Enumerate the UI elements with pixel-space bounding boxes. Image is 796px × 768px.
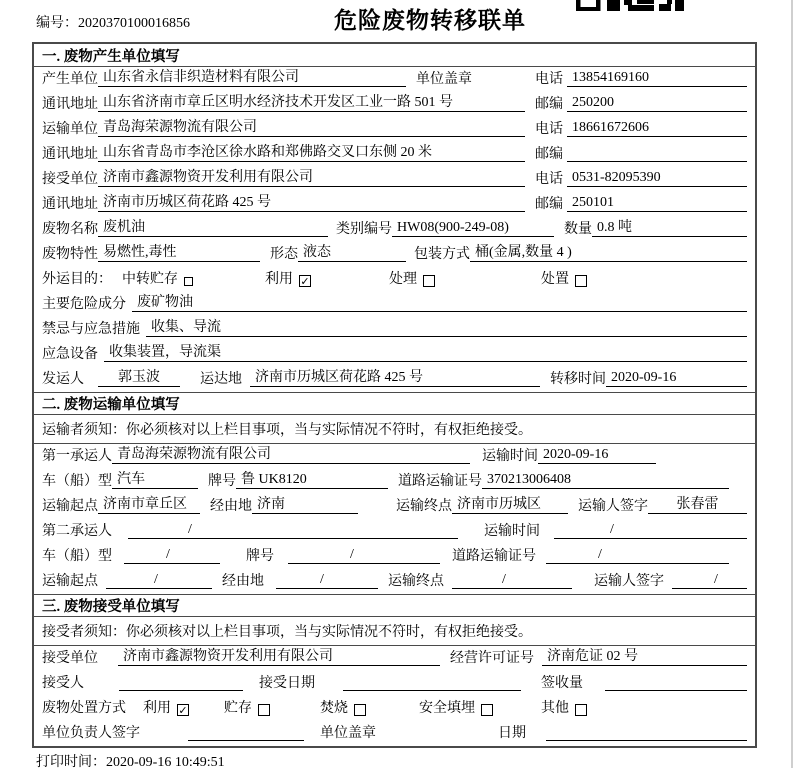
waste-traits-value: 易燃性,毒性 <box>98 245 260 262</box>
plate2-value: / <box>288 547 440 564</box>
transport-time2-label: 运输时间 <box>484 524 540 539</box>
disposal-landfill-label: 安全填埋 <box>419 701 475 716</box>
purpose-dispose-checkbox <box>575 275 587 287</box>
transporter-zip-group <box>535 147 747 162</box>
disposal-incinerate-checkbox <box>354 704 366 716</box>
producer-unit-label: 产生单位 <box>42 72 98 87</box>
page-right-edge-divider <box>791 0 793 768</box>
emergency-equipment-label: 应急设备 <box>42 347 98 362</box>
vehicle-type1-row <box>34 469 755 494</box>
print-time-label: 打印时间： <box>36 755 106 768</box>
hazard-components-value: 废矿物油 <box>132 295 747 312</box>
receiver-unit-label: 接受单位 <box>42 172 98 187</box>
disposal-other-checkbox <box>575 704 587 716</box>
accept-date-value <box>343 677 521 691</box>
consignor-value: 郭玉波 <box>98 370 180 387</box>
destination-value: 济南市历城区荷花路 425 号 <box>250 370 540 387</box>
disposal-other-label: 其他 <box>541 701 569 716</box>
transporter-unit-label: 运输单位 <box>42 122 98 137</box>
transfer-purpose-label: 外运目的： <box>42 272 112 287</box>
producer-address-value: 山东省济南市章丘区明水经济技术开发区工业一路 501 号 <box>98 95 525 112</box>
receiver-address-value: 济南市历城区荷花路 425 号 <box>98 195 525 212</box>
origin2-label: 运输起点 <box>42 574 98 589</box>
producer-unit-value: 山东省永信非织造材料有限公司 <box>98 70 406 87</box>
producer-zip-value: 250200 <box>567 95 747 112</box>
transporter-notice: 运输者须知：你必须核对以上栏目事项，当与实际情况不符时，有权拒绝接受。 <box>34 415 755 444</box>
route2-row <box>34 569 755 594</box>
waste-traits-row <box>34 242 755 267</box>
plate1-label: 牌号 <box>208 474 236 489</box>
terminus1-label: 运输终点 <box>396 499 452 514</box>
plate2-label: 牌号 <box>246 549 274 564</box>
destination-label: 运达地 <box>200 372 242 387</box>
date-label: 日期 <box>498 726 526 741</box>
vehicle-type1-label: 车（船）型 <box>42 474 112 489</box>
accepting-unit-label: 接受单位 <box>42 651 98 666</box>
waste-qty-value: 0.8 吨 <box>592 220 747 237</box>
consignor-label: 发运人 <box>42 372 84 387</box>
disposal-method-row <box>34 696 755 721</box>
origin1-value: 济南市章丘区 <box>98 497 200 514</box>
producer-zip-group <box>535 95 747 112</box>
receiver-unit-value: 济南市鑫源物资开发利用有限公司 <box>98 170 525 187</box>
transporter-zip-label: 邮编 <box>535 147 563 162</box>
producer-address-label: 通讯地址 <box>42 97 98 112</box>
transport-time2-value: / <box>554 522 747 539</box>
acceptor-row <box>34 671 755 696</box>
purpose-treat-label: 处理 <box>389 272 417 287</box>
purpose-use-checkbox: ✓ <box>300 275 310 288</box>
page-title: 危险废物转移联单 <box>334 8 526 33</box>
receiver-phone-value: 0531-82095390 <box>567 170 747 187</box>
receiver-zip-label: 邮编 <box>535 197 563 212</box>
vehicle-type2-label: 车（船）型 <box>42 549 112 564</box>
license-value: 济南危证 02 号 <box>542 649 747 666</box>
unit-seal-label: 单位盖章 <box>416 72 472 87</box>
license-label: 经营许可证号 <box>450 651 534 666</box>
road-permit2-label: 道路运输证号 <box>452 549 536 564</box>
plate1-value: 鲁 UK8120 <box>236 472 388 489</box>
via2-label: 经由地 <box>222 574 264 589</box>
disposal-method-label: 废物处置方式 <box>42 701 126 716</box>
waste-name-label: 废物名称 <box>42 222 98 237</box>
vehicle-type2-row <box>34 544 755 569</box>
waste-qty-label: 数量 <box>564 222 592 237</box>
accept-date-label: 接受日期 <box>259 676 315 691</box>
carrier-sign2-label: 运输人签字 <box>594 574 664 589</box>
purpose-storage-checkbox <box>184 277 193 286</box>
receiver-zip-value: 250101 <box>567 195 747 212</box>
transporter-address-value: 山东省青岛市李沧区徐水路和郑佛路交叉口东侧 20 米 <box>98 145 525 162</box>
disposal-use-checkbox: ✓ <box>178 704 188 717</box>
packing-value: 桶(金属,数量 4 ) <box>470 245 747 262</box>
packing-label: 包装方式 <box>414 247 470 262</box>
origin2-value: / <box>106 572 212 589</box>
consignor-row <box>34 367 755 392</box>
waste-traits-label: 废物特性 <box>42 247 98 262</box>
via1-value: 济南 <box>252 497 358 514</box>
disposal-use-label: 利用 <box>143 701 171 716</box>
vehicle-type2-value: / <box>124 547 220 564</box>
section3-header: 三. 废物接受单位填写 <box>34 594 755 617</box>
disposal-storage-label: 贮存 <box>224 701 252 716</box>
purpose-use-label: 利用 <box>265 272 293 287</box>
waste-name-row <box>34 217 755 242</box>
receiver-phone-group <box>535 170 747 187</box>
first-carrier-value: 青岛海荣源物流有限公司 <box>112 447 470 464</box>
acceptor-value <box>119 677 243 691</box>
transport-time1-value: 2020-09-16 <box>538 447 656 464</box>
receiver-phone-label: 电话 <box>535 172 563 187</box>
carrier-sign2-value: / <box>672 572 747 589</box>
transfer-date-label: 转移时间 <box>550 372 606 387</box>
receiver-address-label: 通讯地址 <box>42 197 98 212</box>
print-time-value: 2020-09-16 10:49:51 <box>106 755 225 768</box>
purpose-treat-checkbox <box>423 275 435 287</box>
terminus2-label: 运输终点 <box>388 574 444 589</box>
emergency-measures-label: 禁忌与应急措施 <box>42 322 140 337</box>
producer-phone-label: 电话 <box>535 72 563 87</box>
manifest-form-table <box>32 42 757 748</box>
serial-value: 2020370100016856 <box>78 16 190 31</box>
second-carrier-row <box>34 519 755 544</box>
terminus2-value: / <box>452 572 572 589</box>
acceptor-label: 接受人 <box>42 676 84 691</box>
transporter-unit-row <box>34 117 755 142</box>
transport-time1-label: 运输时间 <box>482 449 538 464</box>
disposal-storage-checkbox <box>258 704 270 716</box>
second-carrier-label: 第二承运人 <box>42 524 112 539</box>
accepting-unit-value: 济南市鑫源物资开发利用有限公司 <box>118 649 440 666</box>
road-permit2-value: / <box>546 547 729 564</box>
section2-header: 二. 废物运输单位填写 <box>34 392 755 415</box>
emergency-measures-row <box>34 317 755 342</box>
hazard-components-label: 主要危险成分 <box>42 297 126 312</box>
received-qty-label: 签收量 <box>541 676 583 691</box>
producer-address-row <box>34 92 755 117</box>
emergency-measures-value: 收集、导流 <box>146 320 747 337</box>
producer-unit-row <box>34 67 755 92</box>
purpose-dispose-label: 处置 <box>541 272 569 287</box>
transporter-zip-value <box>567 148 747 162</box>
producer-zip-label: 邮编 <box>535 97 563 112</box>
road-permit1-label: 道路运输证号 <box>398 474 482 489</box>
first-carrier-row <box>34 444 755 469</box>
transporter-address-row <box>34 142 755 167</box>
unit-seal2-label: 单位盖章 <box>320 726 376 741</box>
transfer-date-value: 2020-09-16 <box>606 370 747 387</box>
section1-header: 一. 废物产生单位填写 <box>34 44 755 67</box>
producer-phone-group <box>535 70 747 87</box>
second-carrier-value: / <box>128 522 458 539</box>
transfer-purpose-row <box>34 267 755 292</box>
transporter-address-label: 通讯地址 <box>42 147 98 162</box>
origin1-label: 运输起点 <box>42 499 98 514</box>
vehicle-type1-value: 汽车 <box>112 472 198 489</box>
receiver-zip-group <box>535 195 747 212</box>
waste-form-value: 液态 <box>298 245 406 262</box>
transporter-phone-value: 18661672606 <box>567 120 747 137</box>
waste-code-label: 类别编号 <box>336 222 392 237</box>
responsible-signature-label: 单位负责人签字 <box>42 726 140 741</box>
carrier-sign1-value: 张春雷 <box>648 497 747 514</box>
terminus1-value: 济南市历城区 <box>452 497 568 514</box>
producer-phone-value: 13854169160 <box>567 70 747 87</box>
transporter-phone-group <box>535 120 747 137</box>
via2-value: / <box>276 572 378 589</box>
transporter-phone-label: 电话 <box>535 122 563 137</box>
responsible-signature-value <box>188 727 304 741</box>
receiver-unit-row <box>34 167 755 192</box>
receiver-notice: 接受者须知：你必须核对以上栏目事项，当与实际情况不符时，有权拒绝接受。 <box>34 617 755 646</box>
print-time <box>36 751 225 768</box>
emergency-equipment-value: 收集装置，导流渠 <box>104 345 747 362</box>
emergency-equipment-row <box>34 342 755 367</box>
first-carrier-label: 第一承运人 <box>42 449 112 464</box>
received-qty-value <box>605 677 747 691</box>
purpose-storage-label: 中转贮存 <box>122 272 178 287</box>
road-permit1-value: 370213006408 <box>482 472 729 489</box>
waste-code-value: HW08(900-249-08) <box>392 220 554 237</box>
accepting-unit-row <box>34 646 755 671</box>
responsible-signature-row <box>34 721 755 746</box>
disposal-landfill-checkbox <box>481 704 493 716</box>
carrier-sign1-label: 运输人签字 <box>578 499 648 514</box>
date-value <box>546 727 747 741</box>
waste-form-label: 形态 <box>270 247 298 262</box>
receiver-address-row <box>34 192 755 217</box>
qr-code-icon <box>576 0 690 11</box>
waste-name-value: 废机油 <box>98 220 328 237</box>
route1-row <box>34 494 755 519</box>
serial-number <box>36 12 190 32</box>
via1-label: 经由地 <box>210 499 252 514</box>
serial-label: 编号： <box>36 16 78 31</box>
hazard-components-row <box>34 292 755 317</box>
transporter-unit-value: 青岛海荣源物流有限公司 <box>98 120 525 137</box>
disposal-incinerate-label: 焚烧 <box>320 701 348 716</box>
